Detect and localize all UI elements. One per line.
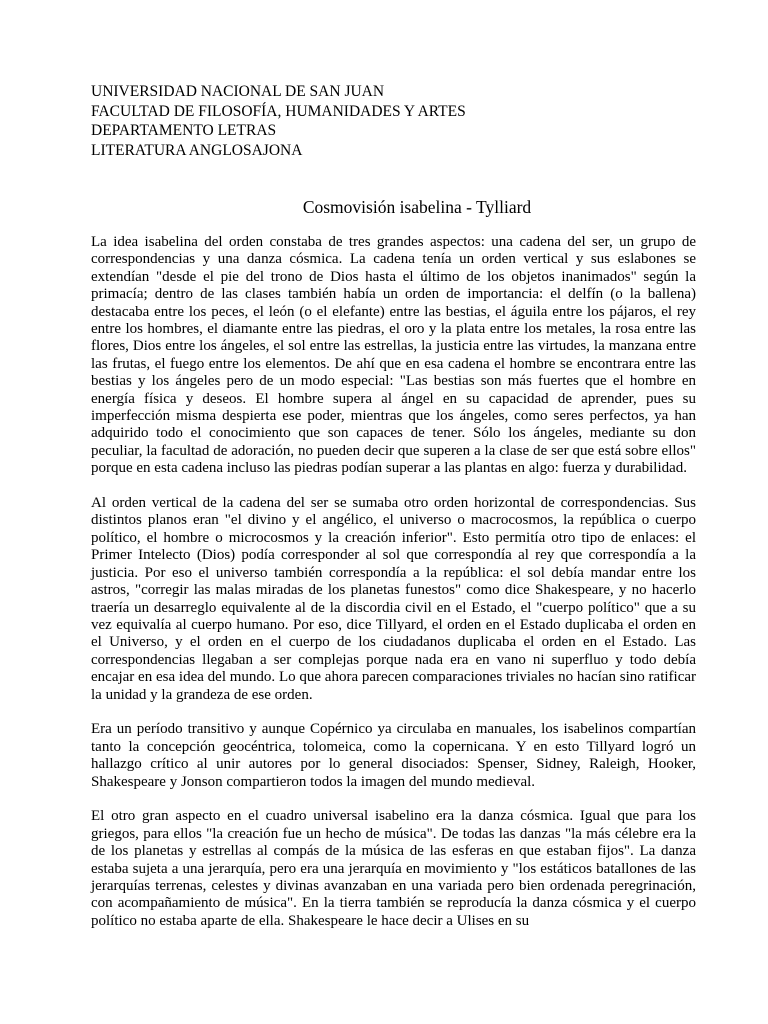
header-line-department: DEPARTAMENTO LETRAS [91,122,277,139]
document-body [91,234,696,948]
paragraph-correspondences: Al orden vertical de la cadena del ser se sumaba otro orden horizontal de correspondencias. Sus distintos planos eran "el divino y el angélico, el universo o macrocosmos, la república o cuerpo político, el hombre o microcosmos y la creación inferior". Esto permitía otro tipo de enlaces: el Primer Intelecto (Dios) podía corresponder al sol que correspondía al rey que correspondía a la justicia. Por eso el universo también correspondía a la república: el sol debía mandar entre los astros, "corregir las malas miradas de los planetas funestos" como dice Shakespeare, y no hacerlo traería un desarreglo equivalente al de la discordia civil en el Estado, el "cuerpo político" que a su vez equivalía al cuerpo humano. Por eso, dice Tillyard, el orden en el Estado duplicaba el orden en el Universo, y el orden en el cuerpo de los ciudadanos duplicaba el orden en el Estado. Las correspondencias llegaban a ser complejas porque nada era en vano ni superfluo y todo debía encajar en esa idea del mundo. Lo que ahora parecen comparaciones triviales no hacían sino ratificar la unidad y la grandeza de ese orden. [91,495,696,703]
header-line-faculty: FACULTAD DE FILOSOFÍA, HUMANIDADES Y ARTES [91,102,466,120]
paragraph-chain-of-being: La idea isabelina del orden constaba de tres grandes aspectos: una cadena del ser, un grupo de correspondencias y una danza cósmica. La cadena tenía un orden vertical y sus eslabones se extendían "desde el pie del trono de Dios hasta el último de los objetos inanimados" según la primacía; dentro de las clases también había un orden de importancia: el delfín (o la ballena) destacaba entre los peces, el león (o el elefante) entre las bestias, el águila entre los pájaros, el rey entre los hombres, el diamante entre las piedras, el oro y la plata entre los metales, la rosa entre las flores, Dios entre los ángeles, el sol entre las estrellas, la justicia entre las virtudes, la manzana entre las frutas, el fuego entre los elementos. De ahí que en esa cadena el hombre se encontrara entre las bestias y los ángeles pero de un modo especial: "Las bestias son más fuertes que el hombre en energía física y deseos. El hombre supera al ángel en su capacidad de aprender, pues su imperfección misma despierta ese poder, mientras que los ángeles, como seres perfectos, ya han adquirido todo el conocimiento que son capaces de tener. Sólo los ángeles, mediante su don peculiar, la facultad de adoración, no pueden decir que superen a la clase de ser que está sobre ellos" porque en esta cadena incluso las piedras podían superar a las plantas en algo: fuerza y durabilidad. [91,234,696,477]
paragraph-transitive-period: Era un período transitivo y aunque Copérnico ya circulaba en manuales, los isabelinos compartían tanto la concepción geocéntrica, tolomeica, como la copernicana. Y en esto Tillyard logró un hallazgo crítico al unir autores por lo general disociados: Spenser, Sidney, Raleigh, Hooker, Shakespeare y Jonson compartieron todos la imagen del mundo medieval. [91,721,696,790]
header-line-course: LITERATURA ANGLOSAJONA [91,141,303,159]
paragraph-cosmic-dance: El otro gran aspecto en el cuadro universal isabelino era la danza cósmica. Igual que para los griegos, para ellos "la creación fue un hecho de música". De todas las danzas "la más célebre era la de los planetas y estrellas al compás de la música de las esferas en que estaban fijos". La danza estaba sujeta a una jerarquía, pero era una jerarquía en movimiento y "los estáticos batallones de las jerarquías terrenas, celestes y divinas avanzaban en una variada pero bien ordenada peregrinación, con acompañamiento de música". En la tierra también se reproducía la danza cósmica y el cuerpo político no estaba aparte de ella. Shakespeare le hace decir a Ulises en su [91,808,696,929]
institution-header [91,82,466,160]
document-title: Cosmovisión isabelina - Tylliard [302,197,532,217]
header-line-university: UNIVERSIDAD NACIONAL DE SAN JUAN [91,83,385,100]
